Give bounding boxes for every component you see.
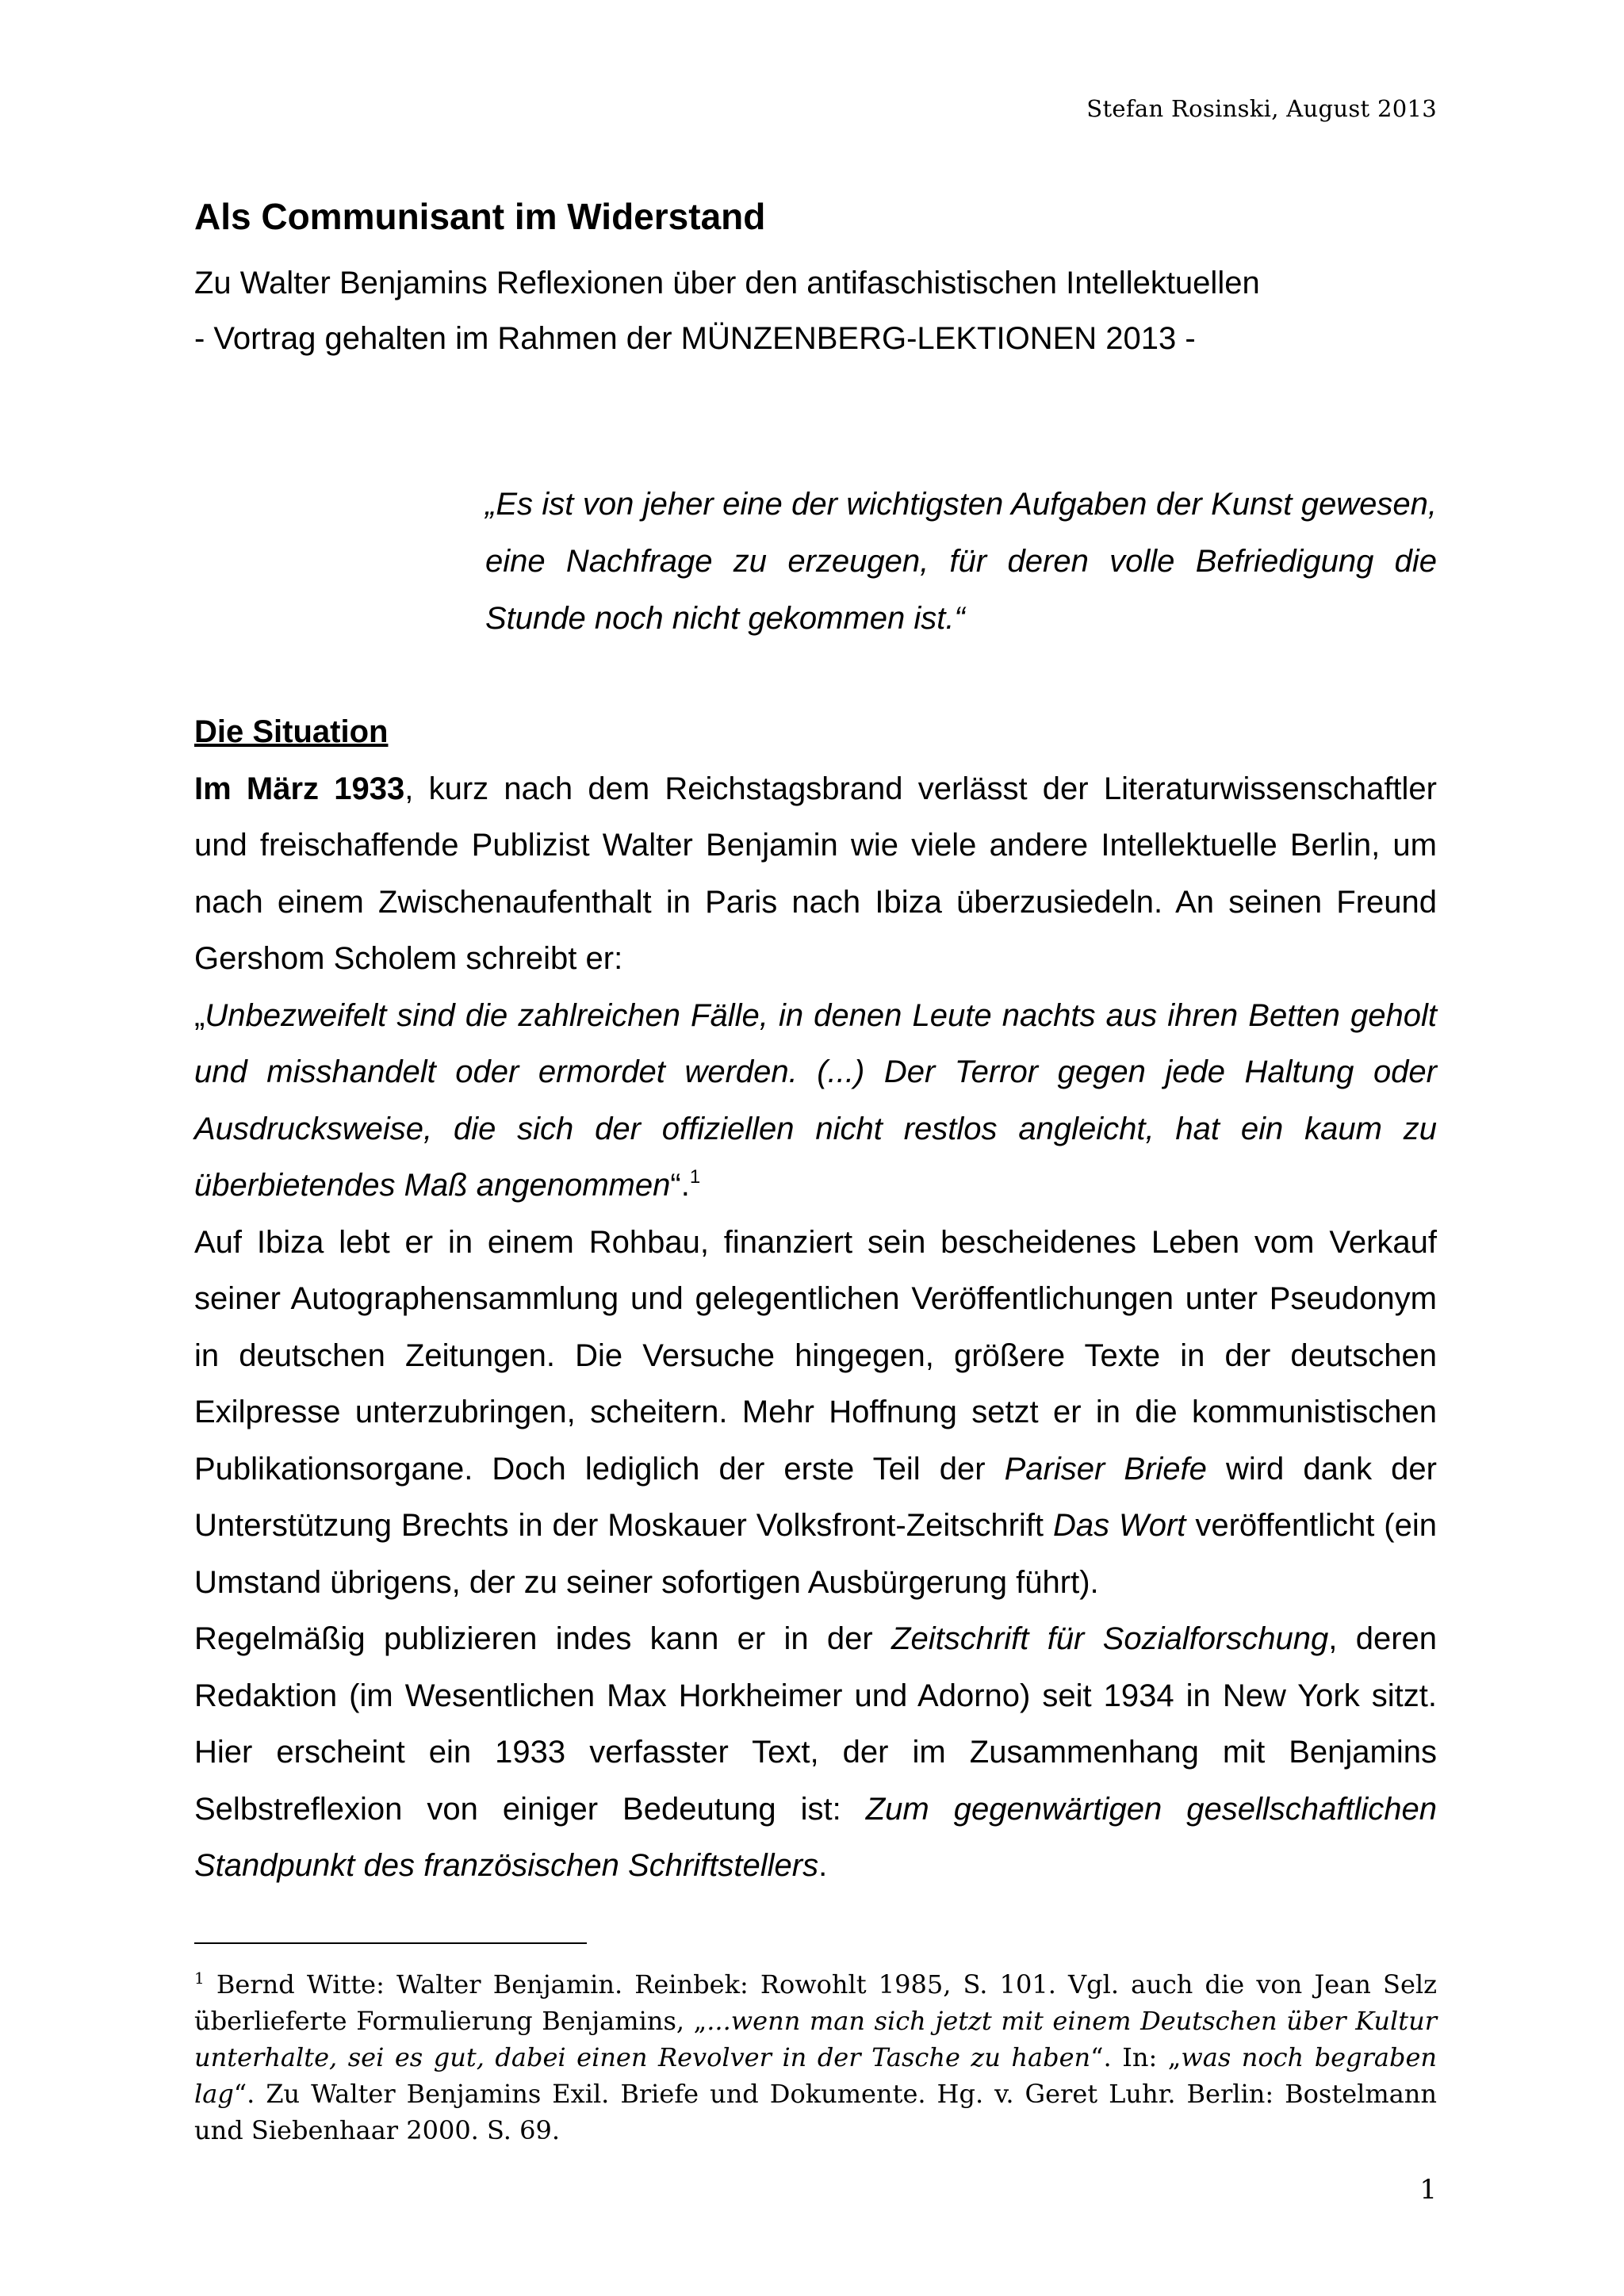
paragraph-3	[194, 1611, 1437, 1895]
header-author-date: Stefan Rosinski, August 2013	[1086, 95, 1437, 122]
footnote-text-a: Bernd Witte: Walter Benjamin. Reinbek: Rowohlt 1985, S. 101. Vgl. auch die von Jean Selz überlieferte Formulierung Benjamins, „	[194, 1969, 1437, 2036]
footnote-1	[194, 1966, 1437, 2149]
paragraph-1-date: Im März 1933	[194, 771, 405, 806]
section-heading: Die Situation	[194, 714, 389, 749]
section-situation	[194, 704, 1437, 1895]
subtitle	[194, 255, 1437, 366]
title-das-wort: Das Wort	[1052, 1508, 1186, 1543]
footnote-quote: ...wenn man sich jetzt mit einem Deutschen über Kultur unterhalte, sei es gut, dabei einen Revolver in der Tasche zu haben	[194, 2006, 1438, 2072]
subtitle-line-2: - Vortrag gehalten im Rahmen der MÜNZENBERG-LEKTIONEN 2013 -	[194, 321, 1196, 356]
paragraph-3-text-a: Regelmäßig publizieren indes kann er in der	[194, 1621, 892, 1656]
subtitle-line-1: Zu Walter Benjamins Reflexionen über den antifaschistischen Intellektuellen	[194, 266, 1260, 300]
quote-close-mark: “.	[670, 1168, 690, 1203]
paragraph-3-text-b: , deren Redaktion (im Wesentlichen Max Horkheimer und Adorno) seit 1934 in New York sitzt. Hier erscheint ein 1933 verfasster Text, der im Zusammenhang mit Benjamins Selbstreflexion von einiger Bedeutung ist:	[194, 1621, 1438, 1827]
paragraph-3-end: .	[818, 1848, 828, 1883]
paragraph-1	[194, 761, 1437, 988]
paragraph-2-text-c: veröffentlicht (ein Umstand übrigens, der zu seiner sofortigen Ausbürgerung führt).	[194, 1508, 1438, 1600]
paragraph-1-text: , kurz nach dem Reichstagsbrand verlässt der Literaturwissenschaftler und freischaffende Publizist Walter Benjamin wie viele andere Intellektuelle Berlin, um nach einem Zwischenaufenthalt in Paris nach Ibiza überzusiedeln. An seinen Freund Gershom Scholem schreibt er:	[194, 771, 1438, 976]
footnote-title: was noch begraben lag	[194, 2042, 1438, 2109]
footnote-text-b: “. In: „	[1090, 2042, 1182, 2072]
quote-open-mark: „	[194, 997, 205, 1033]
block-quote	[194, 988, 1437, 1215]
paragraph-2-text-b: wird dank der Unterstützung Brechts in der Moskauer Volksfront-Zeitschrift	[194, 1451, 1437, 1543]
epigraph-quote: „Es ist von jeher eine der wichtigsten Aufgaben der Kunst gewesen, eine Nachfrage zu erzeugen, für deren volle Befriedigung die Stunde noch nicht gekommen ist.“	[485, 487, 1437, 636]
footnote-number: 1	[194, 1969, 205, 1988]
paragraph-2	[194, 1215, 1437, 1612]
quote-text: Unbezweifelt sind die zahlreichen Fälle, in denen Leute nachts aus ihren Betten geholt und misshandelt oder ermordet werden. (...) Der Terror gegen jede Haltung oder Ausdrucksweise, die sich der offiziellen nicht restlos angleicht, hat ein kaum zu überbietendes Maß angenommen	[194, 997, 1437, 1203]
page-number: 1	[1419, 2174, 1437, 2206]
title-zeitschrift: Zeitschrift für Sozialforschung	[891, 1621, 1329, 1656]
footnote-reference[interactable]: 1	[689, 1166, 701, 1188]
title-standpunkt: Zum gegenwärtigen gesellschaftlichen Standpunkt des französischen Schriftstellers	[194, 1791, 1437, 1883]
page-title: Als Communisant im Widerstand	[194, 196, 766, 237]
paragraph-2-text-a: Auf Ibiza lebt er in einem Rohbau, finanziert sein bescheidenes Leben vom Verkauf seiner Autographensammlung und gelegentlichen Veröffentlichungen unter Pseudonym in deutschen Zeitungen. Die Versuche hingegen, größere Texte in der deutschen Exilpresse unterzubringen, scheitern. Mehr Hoffnung setzt er in die kommunistischen Publikationsorgane. Doch lediglich der erste Teil der	[194, 1224, 1437, 1487]
footnote-text-c: “. Zu Walter Benjamins Exil. Briefe und Dokumente. Hg. v. Geret Luhr. Berlin: Bostelmann und Siebenhaar 2000. S. 69.	[194, 2079, 1437, 2145]
title-pariser-briefe: Pariser Briefe	[1004, 1451, 1207, 1487]
footnote-divider	[194, 1942, 587, 1944]
